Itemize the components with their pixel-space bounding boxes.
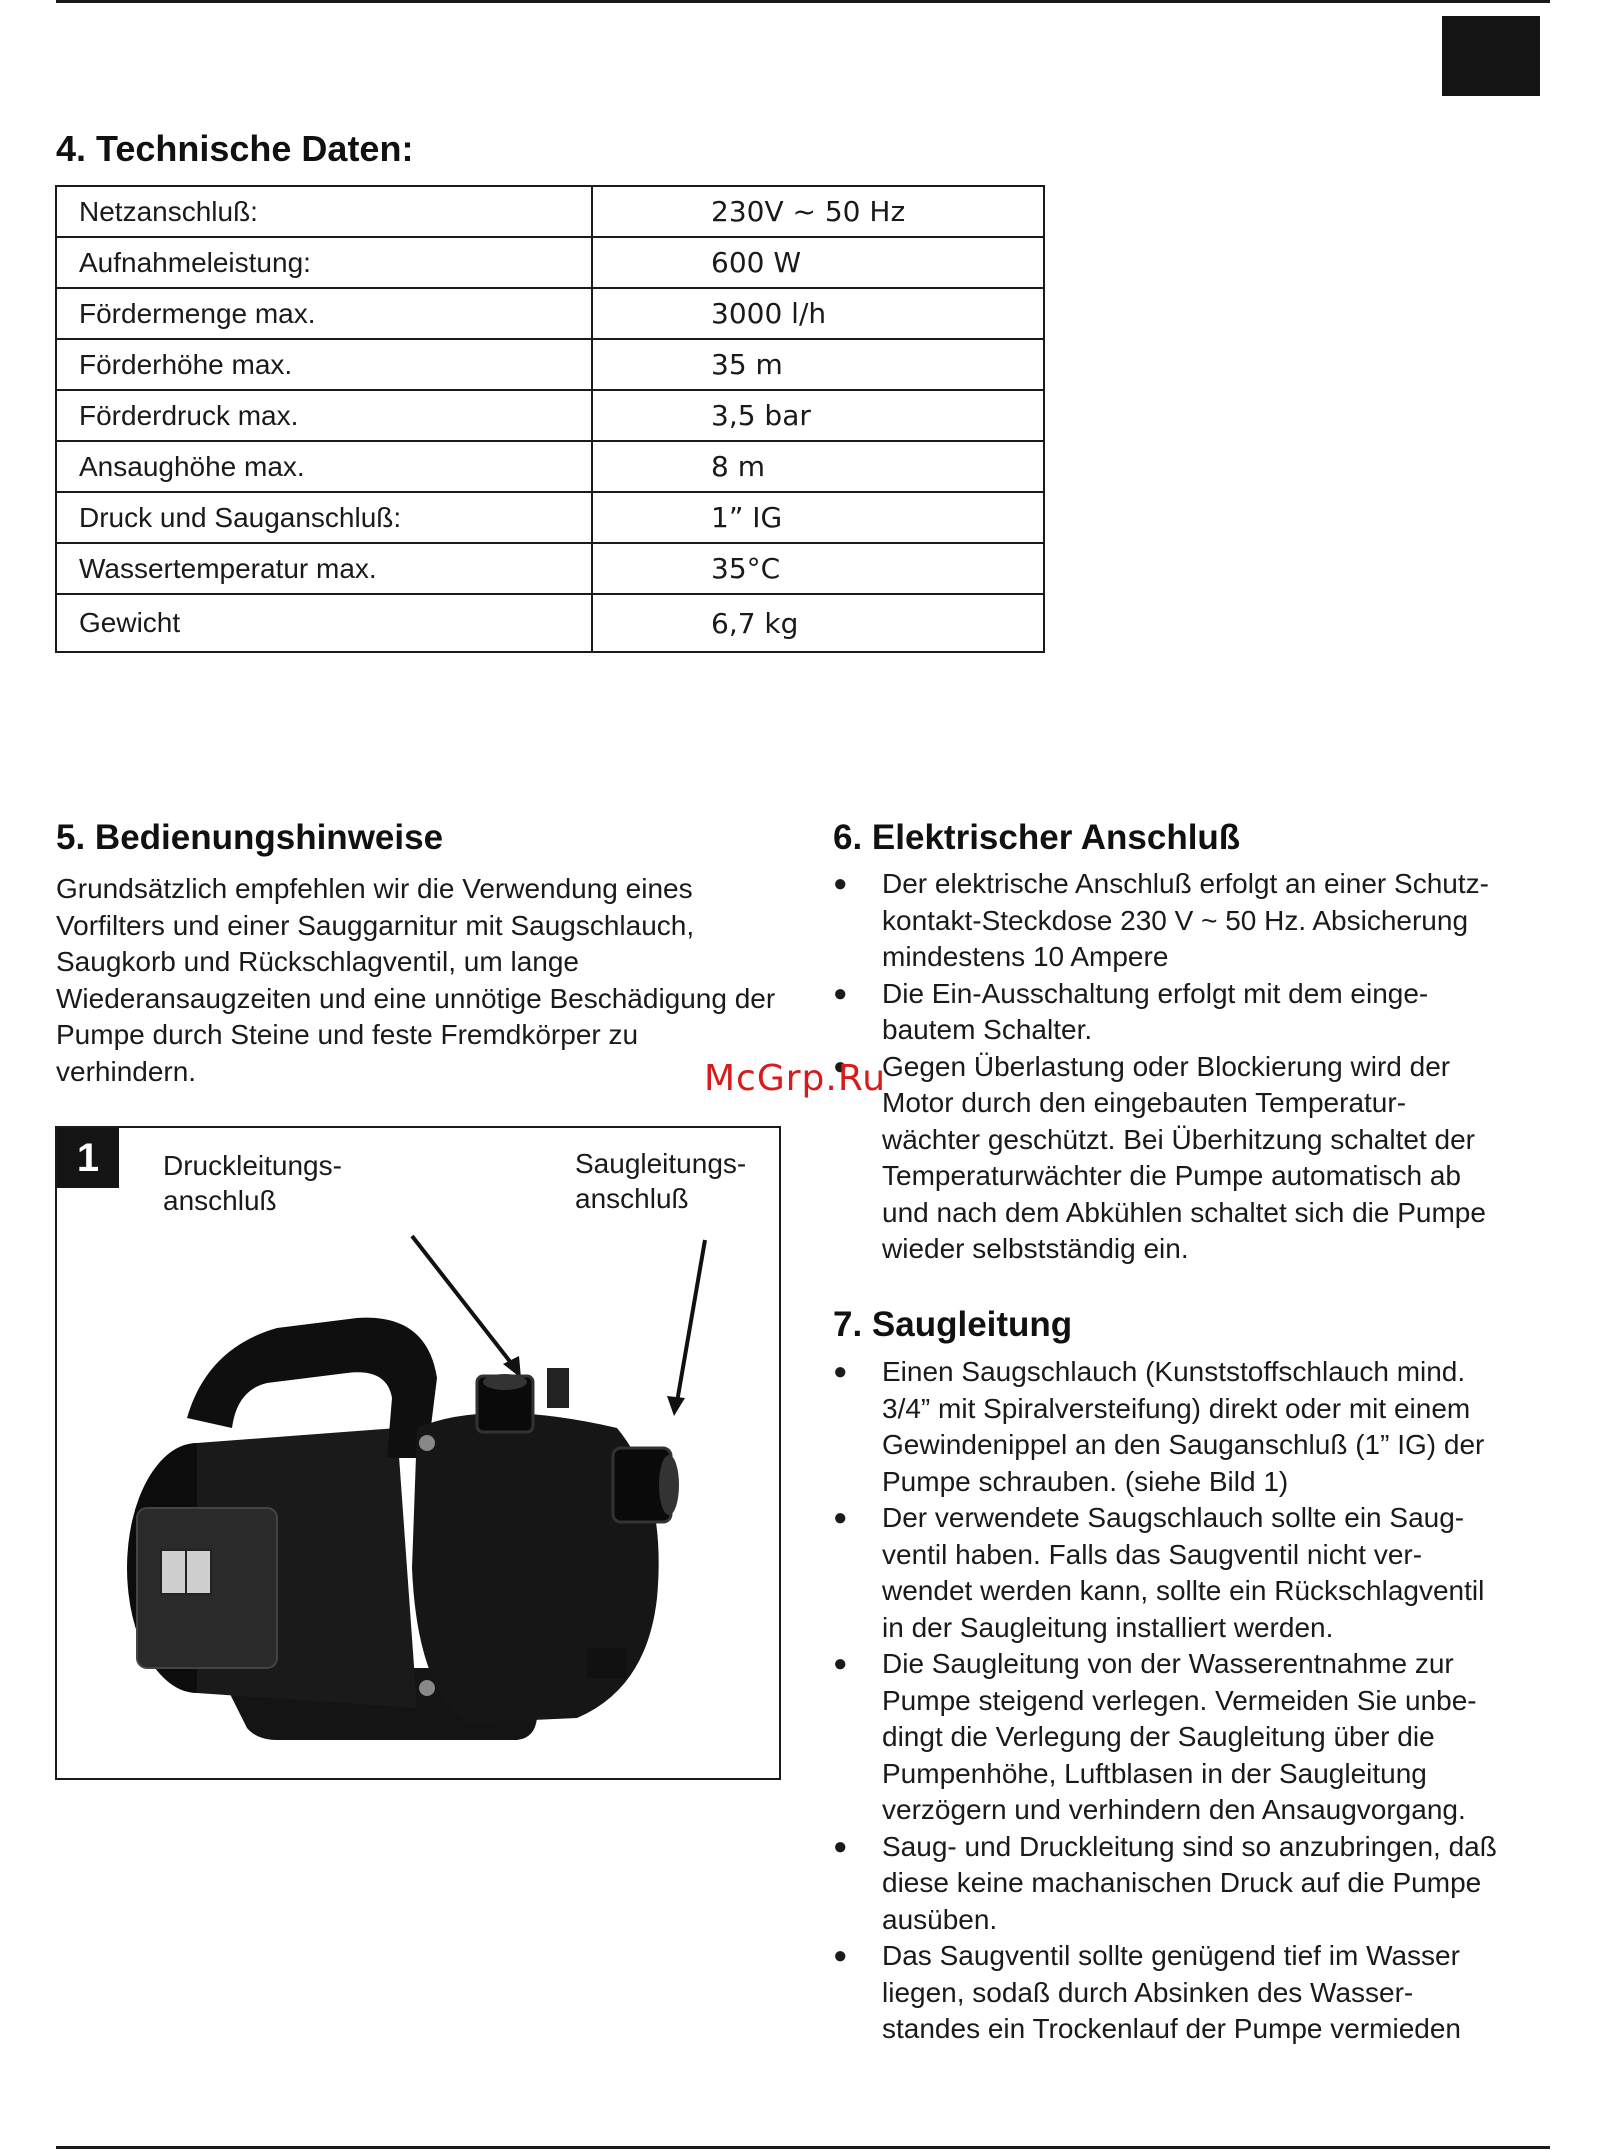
spec-value: 230V ~ 50 Hz: [592, 186, 1044, 237]
top-rule: [56, 0, 1550, 3]
section-7-title: 7. Saugleitung: [833, 1305, 1073, 1344]
spec-value: 1” IG: [592, 492, 1044, 543]
spec-label: Druck und Sauganschluß:: [56, 492, 592, 543]
table-row: [56, 492, 1044, 543]
section-6-title: 6. Elektrischer Anschluß: [833, 818, 1241, 857]
bolt-bottom: [419, 1680, 435, 1696]
spec-label: Fördermenge max.: [56, 288, 592, 339]
section-4-title: 4. Technische Daten:: [56, 128, 414, 169]
spec-value: 6,7 kg: [592, 594, 1044, 652]
spec-label: Förderdruck max.: [56, 390, 592, 441]
figure-number: 1: [57, 1128, 119, 1188]
table-row: [56, 441, 1044, 492]
figure-1: [55, 1126, 781, 1780]
table-row: [56, 288, 1044, 339]
arrow-right-line: [677, 1240, 705, 1402]
spec-value: 8 m: [592, 441, 1044, 492]
arrow-left-line: [412, 1236, 515, 1368]
table-row: [56, 186, 1044, 237]
spec-value: 600 W: [592, 237, 1044, 288]
spec-value: 3,5 bar: [592, 390, 1044, 441]
table-row: [56, 390, 1044, 441]
table-row: [56, 237, 1044, 288]
drain-plug: [587, 1648, 627, 1678]
section-6-list: [833, 866, 1553, 1268]
table-row: [56, 543, 1044, 594]
section-5-text: Grundsätzlich empfehlen wir die Verwendung eines Vorfilters und einer Sauggarnitur mit Saugschlauch, Saugkorb und Rückschlagventil, um lange Wiederansaugzeiten und eine unnötige Beschädigung der Pumpe durch Steine und feste Fremdkörper zu verhindern.: [56, 873, 776, 1087]
bolt-top: [419, 1435, 435, 1451]
list-item: ● Der elektrische Anschluß erfolgt an einer Schutz- kontakt-Steckdose 230 V ~ 50 Hz. Absicherung mindestens 10 Ampere: [833, 866, 1553, 976]
section-7-list: [833, 1354, 1553, 2048]
list-item: ● Gegen Überlastung oder Blockierung wird der Motor durch den eingebauten Temperatur- wächter geschützt. Bei Überhitzung schaltet der Temperaturwächter die Pumpe automatisch ab und nach dem Abkühlen schaltet sich die Pumpe wieder selbstständig ein.: [833, 1049, 1553, 1268]
list-item: ● Der verwendete Saugschlauch sollte ein Saug- ventil haben. Falls das Saugventil nicht ver- wendet werden kann, sollte ein Rückschlagventil in der Saugleitung installiert werden.: [833, 1500, 1553, 1646]
table-row: [56, 594, 1044, 652]
spec-label: Gewicht: [56, 594, 592, 652]
suction-connection-label: Saugleitungs- anschluß: [575, 1148, 747, 1214]
arrow-right-head: [667, 1396, 685, 1416]
list-item: ● Saug- und Druckleitung sind so anzubringen, daß diese keine machanischen Druck auf die Pumpe ausüben.: [833, 1829, 1553, 1939]
section-5-title: 5. Bedienungshinweise: [56, 818, 444, 857]
pump-illustration: [57, 1128, 779, 1778]
spec-value: 35 m: [592, 339, 1044, 390]
spec-label: Wassertemperatur max.: [56, 543, 592, 594]
spec-value: 3000 l/h: [592, 288, 1044, 339]
spec-label: Förderhöhe max.: [56, 339, 592, 390]
spec-value: 35°C: [592, 543, 1044, 594]
specs-table: [55, 185, 1045, 653]
spec-label: Netzanschluß:: [56, 186, 592, 237]
list-item: ● Die Ein-Ausschaltung erfolgt mit dem einge- bautem Schalter.: [833, 976, 1553, 1049]
spec-label: Aufnahmeleistung:: [56, 237, 592, 288]
vent-screw: [547, 1368, 569, 1408]
list-item: ● Die Saugleitung von der Wasserentnahme zur Pumpe steigend verlegen. Vermeiden Sie unbe- dingt die Verlegung der Saugleitung über die Pumpenhöhe, Luftblasen in der Saugleitung verzögern und verhindern den Ansaugvorgang.: [833, 1646, 1553, 1829]
bottom-rule: [56, 2146, 1550, 2149]
list-item: ● Einen Saugschlauch (Kunststoffschlauch mind. 3/4” mit Spiralversteifung) direkt oder mit einem Gewindenippel an den Sauganschluß (1” IG) der Pumpe schrauben. (siehe Bild 1): [833, 1354, 1553, 1500]
watermark: McGrp.Ru: [704, 1058, 887, 1099]
spec-label: Ansaughöhe max.: [56, 441, 592, 492]
page-marker-box: [1442, 16, 1540, 96]
pressure-connection-label: Druckleitungs- anschluß: [163, 1150, 342, 1216]
table-row: [56, 339, 1044, 390]
list-item: ● Das Saugventil sollte genügend tief im Wasser liegen, sodaß durch Absinken des Wasser- standes ein Trockenlauf der Pumpe vermieden: [833, 1938, 1553, 2048]
